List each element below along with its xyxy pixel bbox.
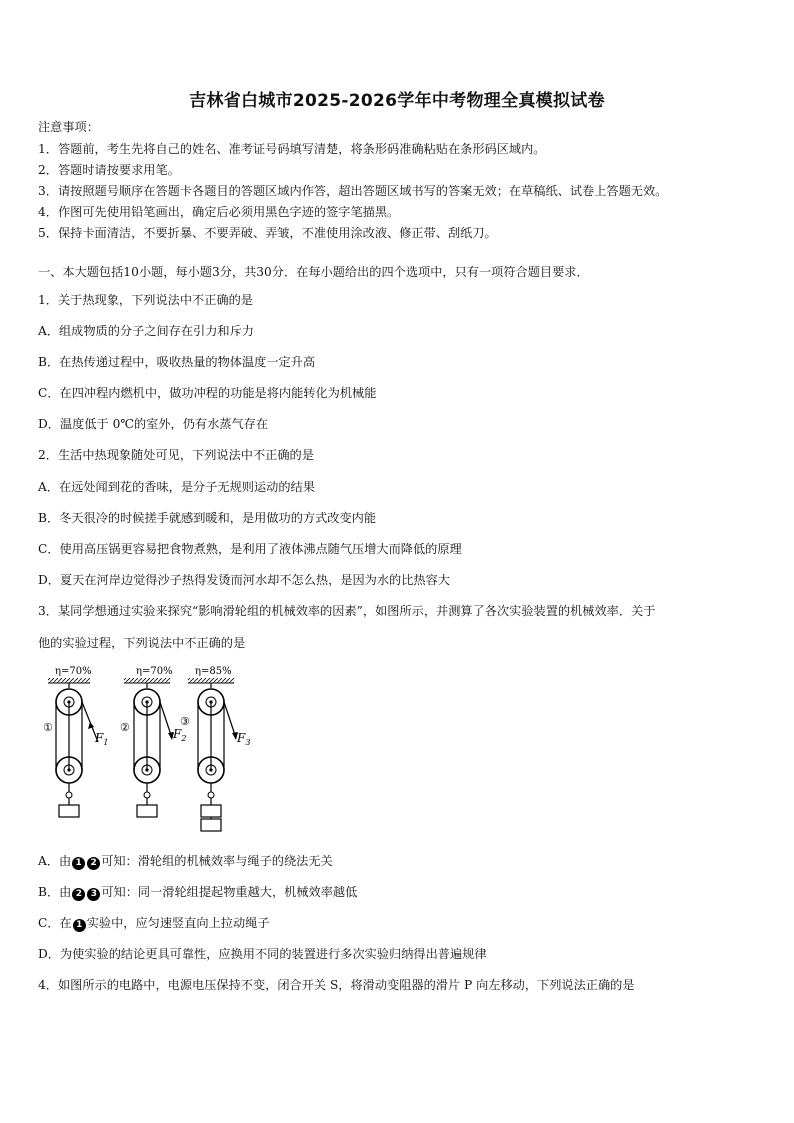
- question-3-option-d: D．为使实验的结论更具可靠性，应换用不同的装置进行多次实验归纳得出普遍规律: [38, 947, 487, 961]
- option-c-prefix: C．在: [38, 916, 72, 930]
- section-heading: 一、本大题包括10小题，每小题3分，共30分．在每小题给出的四个选项中，只有一项符合题目要求．: [38, 265, 589, 279]
- question-2-stem: 2．生活中热现象随处可见，下列说法中不正确的是: [38, 448, 314, 462]
- question-2-option-d: D．夏天在河岸边觉得沙子热得发烫而河水却不怎么热，是因为水的比热容大: [38, 573, 450, 587]
- circled-number-3: 3: [87, 888, 100, 901]
- question-3-stem-line-1: 3．某同学想通过实验来探究“影响滑轮组的机械效率的因素”，如图所示，并测算了各次实验装置的机械效率．关于: [38, 604, 656, 618]
- force-label-2: $F_2$: [173, 727, 187, 743]
- pulley-setup-2: [120, 666, 186, 817]
- question-1-option-d: D．温度低于 0℃的室外，仍有水蒸气存在: [38, 417, 269, 431]
- setup-number-2: ②: [120, 721, 130, 734]
- circled-number-2: 2: [87, 857, 100, 870]
- circled-number-1: 1: [73, 919, 86, 932]
- efficiency-label-1: η=70%: [55, 666, 92, 677]
- question-2-option-c: C．使用高压锅更容易把食物煮熟，是利用了液体沸点随气压增大而降低的原理: [38, 542, 462, 556]
- page-title: 吉林省白城市2025-2026学年中考物理全真模拟试卷: [189, 91, 605, 111]
- question-3-option-c: [38, 915, 270, 932]
- option-c-text: 实验中，应匀速竖直向上拉动绳子: [86, 916, 270, 930]
- question-3-stem-line-2: 他的实验过程，下列说法中不正确的是: [38, 636, 246, 650]
- circled-number-2: 2: [72, 888, 85, 901]
- weight-block-2: [137, 805, 157, 817]
- notice-item-5: 5．保持卡面清洁，不要折暴、不要弄破、弄皱，不准使用涂改液、修正带、刮纸刀。: [38, 226, 497, 240]
- efficiency-label-3: η=85%: [195, 666, 232, 677]
- setup-number-3: ③: [180, 715, 190, 728]
- notice-item-4: 4．作图可先使用铅笔画出，确定后必须用黑色字迹的签字笔描黑。: [38, 205, 400, 219]
- weight-block-3b: [201, 819, 221, 831]
- circled-number-1: 1: [72, 857, 85, 870]
- pulley-figure: [38, 662, 258, 840]
- question-1-stem: 1．关于热现象，下列说法中不正确的是: [38, 293, 253, 307]
- pulley-setup-1: [43, 666, 108, 817]
- notice-item-1: 1．答题前，考生先将自己的姓名、准考证号码填写清楚，将条形码准确粘贴在条形码区域内。: [38, 142, 546, 156]
- notice-heading: 注意事项：: [38, 120, 99, 134]
- option-a-prefix: A．由: [38, 854, 72, 868]
- question-1-option-c: C．在四冲程内燃机中，做功冲程的功能是将内能转化为机械能: [38, 386, 377, 400]
- question-3-option-a: [38, 853, 333, 870]
- question-2-option-b: B．冬天很冷的时候搓手就感到暖和，是用做功的方式改变内能: [38, 511, 377, 525]
- ceiling-1: [48, 678, 90, 683]
- question-4-stem: 4．如图所示的电路中，电源电压保持不变，闭合开关 S，将滑动变阻器的滑片 P 向左移动，下列说法正确的是: [38, 978, 635, 992]
- pulley-setup-3: [180, 666, 250, 831]
- question-1-option-a: A．组成物质的分子之间存在引力和斥力: [38, 324, 254, 338]
- weight-block-1: [59, 805, 79, 817]
- force-label-1: $F_1$: [95, 731, 109, 747]
- ceiling-3: [188, 678, 234, 683]
- question-2-option-a: A．在远处闻到花的香味，是分子无规则运动的结果: [38, 480, 315, 494]
- ceiling-2: [124, 678, 170, 683]
- option-a-text: 可知：滑轮组的机械效率与绳子的绕法无关: [101, 854, 333, 868]
- notice-item-3: 3．请按照题号顺序在答题卡各题目的答题区域内作答，超出答题区域书写的答案无效；在草稿纸、试卷上答题无效。: [38, 184, 668, 198]
- option-b-prefix: B．由: [38, 885, 72, 899]
- question-3-option-b: [38, 884, 357, 901]
- option-b-text: 可知：同一滑轮组提起物重越大，机械效率越低: [101, 885, 358, 899]
- question-1-option-b: B．在热传递过程中，吸收热量的物体温度一定升高: [38, 355, 316, 369]
- weight-block-3a: [201, 805, 221, 817]
- setup-number-1: ①: [43, 721, 53, 734]
- efficiency-label-2: η=70%: [136, 666, 173, 677]
- force-label-3: $F_3$: [237, 731, 251, 747]
- notice-item-2: 2．答题时请按要求用笔。: [38, 163, 180, 177]
